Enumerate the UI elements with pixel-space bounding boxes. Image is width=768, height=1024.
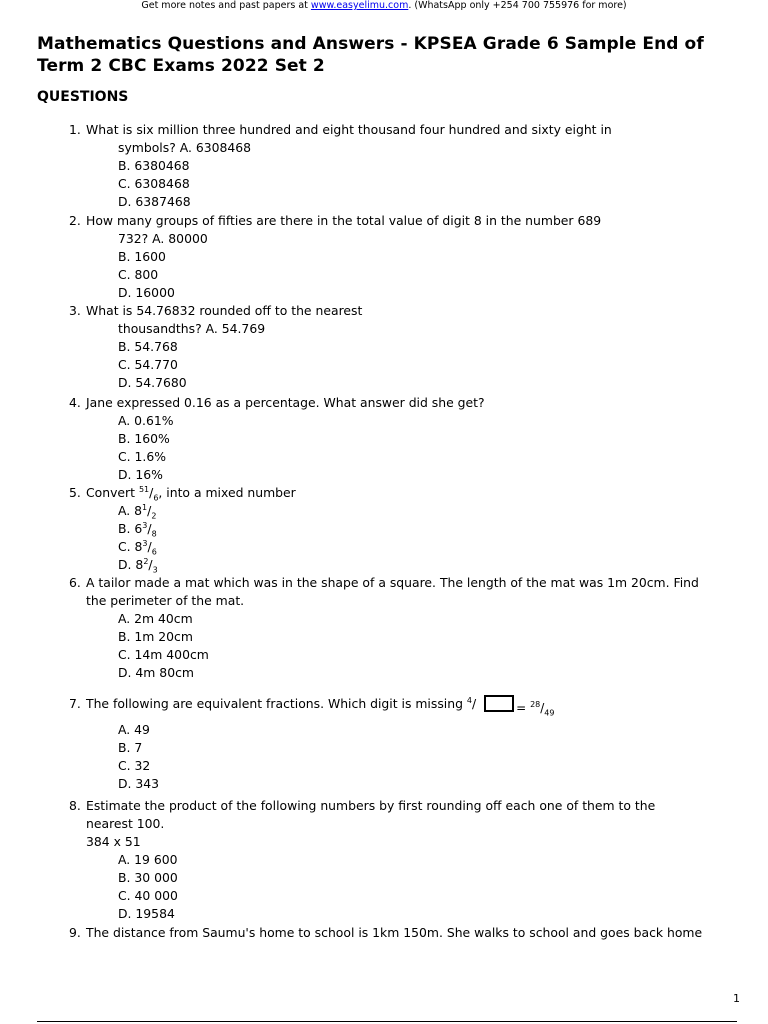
answer-option: C. 14m 400cm — [118, 647, 209, 662]
footer-divider — [37, 1021, 737, 1022]
header-prefix: Get more notes and past papers at — [141, 0, 311, 11]
question-4 — [69, 394, 749, 484]
answer-option: A. 19 600 — [118, 852, 178, 867]
missing-digit-box — [484, 695, 514, 712]
answer-option: C. 6308468 — [118, 176, 190, 191]
question-text: The following are equivalent fractions. Which digit is missing $^4/ = ^{28}/_{49}$ — [86, 695, 555, 718]
question-9 — [69, 924, 749, 942]
answer-option: B. 1600 — [118, 249, 166, 264]
answer-option: A. $8^1/_2$ — [118, 502, 157, 521]
answer-option: D. $8^2/_3$ — [118, 556, 158, 575]
website-link[interactable]: www.easyelimu.com — [310, 0, 409, 11]
question-text: What is six million three hundred and eight thousand four hundred and sixty eight in — [86, 122, 612, 137]
answer-option: C. 800 — [118, 267, 159, 282]
answer-option: D. 16% — [118, 467, 163, 482]
answer-option: A. 2m 40cm — [118, 611, 193, 626]
answer-option: C. 54.770 — [118, 357, 178, 372]
page-number: 1 — [733, 992, 740, 1005]
answer-option: D. 16000 — [118, 285, 175, 300]
answer-option: C. 32 — [118, 758, 151, 773]
question-number: 6. — [69, 575, 81, 590]
question-3 — [69, 302, 749, 392]
answer-option: B. 7 — [118, 740, 143, 755]
question-5 — [69, 484, 749, 574]
question-2 — [69, 212, 749, 302]
question-6 — [69, 574, 749, 682]
answer-option: C. 1.6% — [118, 449, 167, 464]
question-number: 5. — [69, 485, 81, 500]
question-7 — [69, 695, 749, 793]
question-text: Convert $^{51}/_6$, into a mixed number — [86, 484, 296, 503]
answer-option: D. 4m 80cm — [118, 665, 194, 680]
question-text: What is 54.76832 rounded off to the nearest — [86, 303, 363, 318]
question-expression: 384 x 51 — [86, 834, 141, 849]
answer-option: B. 1m 20cm — [118, 629, 193, 644]
question-number: 4. — [69, 395, 81, 410]
question-text: Jane expressed 0.16 as a percentage. What answer did she get? — [86, 395, 485, 410]
question-text-cont: thousandths? A. 54.769 — [118, 321, 266, 336]
question-number: 8. — [69, 798, 81, 813]
question-text: A tailor made a mat which was in the shape of a square. The length of the mat was 1m 20cm. Find — [86, 575, 699, 590]
question-number: 9. — [69, 925, 81, 940]
answer-option: B. $6^3/_8$ — [118, 520, 157, 539]
question-text-cont: symbols? A. 6308468 — [118, 140, 252, 155]
question-number: 7. — [69, 696, 81, 711]
answer-option: D. 54.7680 — [118, 375, 187, 390]
section-heading: QUESTIONS — [37, 89, 129, 105]
question-text: The distance from Saumu's home to school is 1km 150m. She walks to school and goes back home — [86, 925, 703, 940]
question-text-cont: the perimeter of the mat. — [86, 593, 245, 608]
question-8 — [69, 797, 749, 923]
answer-option: B. 54.768 — [118, 339, 178, 354]
question-1 — [69, 121, 749, 211]
question-text: How many groups of fifties are there in the total value of digit 8 in the number 689 — [86, 213, 602, 228]
page-header — [0, 0, 768, 12]
header-suffix: . (WhatsApp only +254 700 755976 for more) — [408, 0, 627, 11]
answer-option: D. 343 — [118, 776, 160, 791]
answer-option: D. 19584 — [118, 906, 175, 921]
answer-option: B. 6380468 — [118, 158, 190, 173]
question-text-cont: nearest 100. — [86, 816, 165, 831]
question-number: 2. — [69, 213, 81, 228]
answer-option: C. 40 000 — [118, 888, 178, 903]
answer-option: C. $8^3/_6$ — [118, 538, 157, 557]
question-number: 1. — [69, 122, 81, 137]
answer-option: D. 6387468 — [118, 194, 191, 209]
question-text-cont: 732? A. 80000 — [118, 231, 208, 246]
document-title: Mathematics Questions and Answers - KPSEA Grade 6 Sample End of Term 2 CBC Exams 2022 Set 2 — [37, 34, 704, 76]
question-text: Estimate the product of the following numbers by first rounding off each one of them to the — [86, 798, 656, 813]
answer-option: A. 0.61% — [118, 413, 174, 428]
answer-option: B. 160% — [118, 431, 170, 446]
question-number: 3. — [69, 303, 81, 318]
answer-option: B. 30 000 — [118, 870, 178, 885]
answer-option: A. 49 — [118, 722, 150, 737]
